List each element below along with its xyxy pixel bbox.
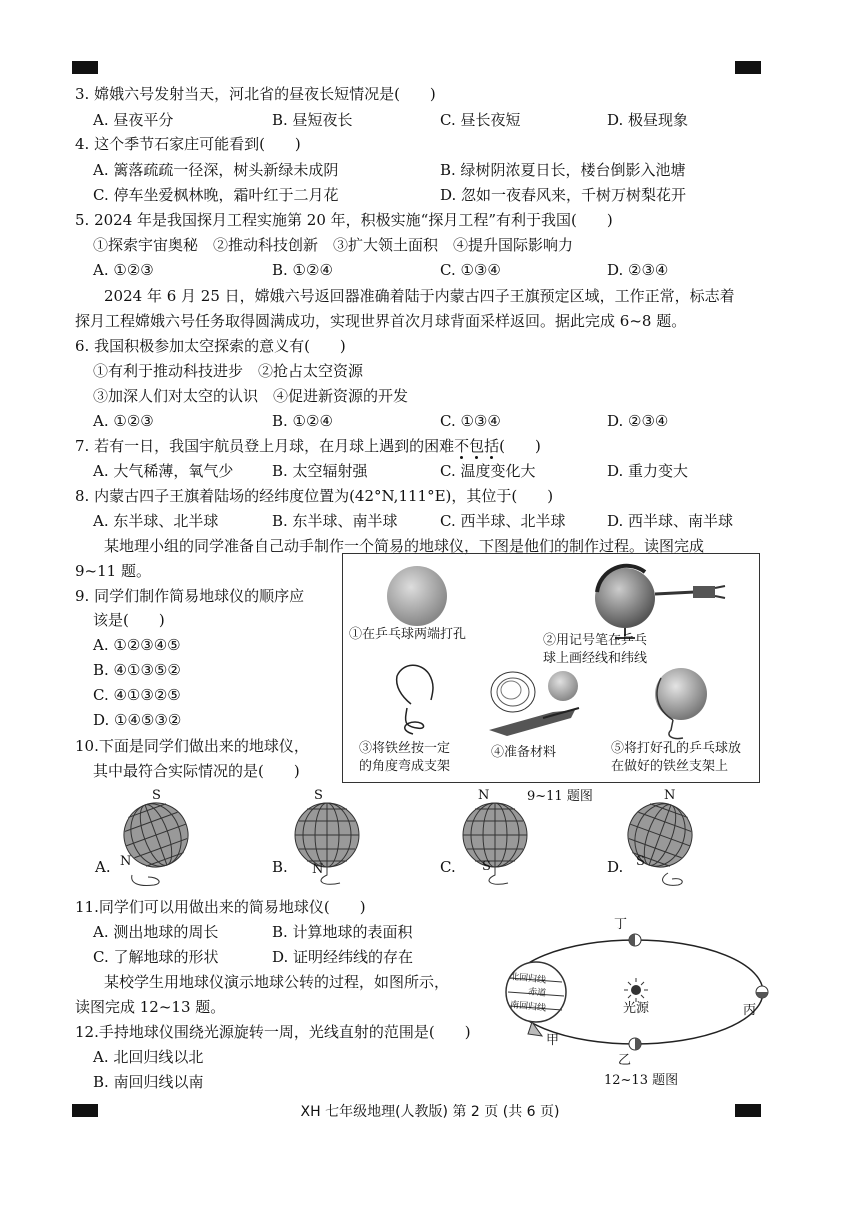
q3-option-a: A. 昼夜平分 [93,111,174,129]
orbit-label-tropic-south: 南回归线 [509,1000,547,1014]
q6-option-b: B. ①②④ [272,412,333,430]
orbit-label-tropic-north: 北回归线 [509,972,547,986]
q4-option-b: B. 绿树阴浓夏日长，楼台倒影入池塘 [440,161,686,179]
orbit-diagram [470,920,770,1070]
q7-option-c: C. 温度变化大 [440,462,536,480]
q3-option-b: B. 昼短夜长 [272,111,353,129]
orbit-label-bing: 丙 [743,1003,757,1018]
page-footer: XH 七年级地理(人教版) 第 2 页 (共 6 页) [300,1104,560,1120]
orbit-label-light-source: 光源 [623,1001,650,1016]
globe-c-label-s: S [482,859,491,874]
figure-9-11 [342,553,760,783]
q3-option-d: D. 极昼现象 [607,111,689,129]
q4-option-a: A. 篱落疏疏一径深，树头新绿未成阴 [93,161,339,179]
q11-option-c: C. 了解地球的形状 [93,948,219,966]
q7-emphasis-char: 不 [454,437,470,455]
globe-c-label-n: N [478,788,490,803]
intro-6-8-line2: 探月工程嫦娥六号任务取得圆满成功，实现世界首次月球背面采样返回。据此完成 6~8 题。 [75,312,687,330]
q11-option-a: A. 测出地球的周长 [93,923,219,941]
step3-caption-line1: ③将铁丝按一定 [359,741,451,756]
globe-option-d-image [620,795,706,890]
orbit-label-ding: 丁 [614,917,628,932]
q10-stem-line2: 其中最符合实际情况的是( ) [93,762,300,780]
q12-stem: 12.手持地球仪围绕光源旋转一周，光线直射的范围是( ) [75,1023,471,1041]
ball-on-stand-image [643,664,723,744]
step5-caption-line2: 在做好的铁丝支架上 [611,759,729,774]
globe-b-label-s: S [314,788,323,803]
globe-b-label-n: N [312,862,324,877]
globe-a-label-n: N [120,854,132,869]
figure-9-11-caption: 9~11 题图 [527,789,593,804]
q5-option-b: B. ①②④ [272,261,333,279]
q9-option-b: B. ④①③⑤② [93,661,181,679]
q5-option-c: C. ①③④ [440,261,501,279]
q5-items: ①探索宇宙奥秘 ②推动科技创新 ③扩大领土面积 ④提升国际影响力 [93,236,574,254]
q8-option-b: B. 东半球、南半球 [272,512,398,530]
q7-emphasis-char: 括 [484,437,500,455]
q10-stem-line1: 10.下面是同学们做出来的地球仪， [75,737,309,755]
q3-option-c: C. 昼长夜短 [440,111,521,129]
q6-stem: 6. 我国积极参加太空探索的意义有( ) [75,337,346,355]
step2-caption-line1: ②用记号笔在乒乓 [543,633,648,648]
q6-option-c: C. ①③④ [440,412,501,430]
q7-stem-post: ( ) [499,437,541,455]
q10-option-d: D. [607,858,624,876]
q8-option-a: A. 东半球、北半球 [93,512,219,530]
marker-pen-globe-image [575,562,735,642]
q6-items-line1: ①有利于推动科技进步 ②抢占太空资源 [93,362,364,380]
q3-stem: 3. 嫦娥六号发射当天，河北省的昼夜长短情况是( ) [75,85,436,103]
q10-option-b: B. [272,858,288,876]
q5-option-a: A. ①②③ [93,261,154,279]
q6-option-a: A. ①②③ [93,412,154,430]
q10-option-a: A. [95,858,111,876]
q7-option-a: A. 大气稀薄，氧气少 [93,462,234,480]
wire-stand-image [387,660,457,740]
q6-option-d: D. ②③④ [607,412,669,430]
q11-option-b: B. 计算地球的表面积 [272,923,413,941]
q4-stem: 4. 这个季节石家庄可能看到( ) [75,135,301,153]
q5-stem: 5. 2024 年是我国探月工程实施第 20 年，积极实施“探月工程”有利于我国( ) [75,211,613,229]
q9-option-c: C. ④①③②⑤ [93,686,181,704]
step3-caption-line2: 的角度弯成支架 [359,759,451,774]
q4-option-d: D. 忽如一夜春风来，千树万树梨花开 [440,186,687,204]
q7-option-b: B. 太空辐射强 [272,462,368,480]
q11-stem: 11.同学们可以用做出来的简易地球仪( ) [75,898,366,916]
orbit-label-yi: 乙 [618,1053,632,1068]
q11-option-d: D. 证明经纬线的存在 [272,948,414,966]
globe-d-label-s: S [636,854,645,869]
q10-option-c: C. [440,858,456,876]
q8-stem: 8. 内蒙古四子王旗着陆场的经纬度位置为(42°N,111°E)，其位于( ) [75,487,554,505]
q4-option-c: C. 停车坐爱枫林晚，霜叶红于二月花 [93,186,339,204]
intro-12-13-line1: 某校学生用地球仪演示地球公转的过程，如图所示， [104,973,450,991]
registration-mark-top-left [72,61,98,74]
globe-a-label-s: S [152,788,161,803]
globe-d-label-n: N [664,788,676,803]
q12-option-b: B. 南回归线以南 [93,1073,204,1091]
step2-caption-line2: 球上画经线和纬线 [543,651,648,666]
q7-stem-pre: 7. 若有一日，我国宇航员登上月球，在月球上遇到的困难 [75,437,455,455]
ping-pong-ball-image [385,564,449,628]
q7-emphasis-char: 包 [469,437,485,455]
intro-6-8-line1: 2024 年 6 月 25 日，嫦娥六号返回器准确着陆于内蒙古四子王旗预定区域，工作正常，标志着 [104,287,735,305]
materials-image [483,664,593,740]
q7-stem [75,436,541,456]
orbit-label-jia: 甲 [546,1033,560,1048]
q9-option-d: D. ①④⑤③② [93,711,182,729]
q9-stem-line2: 该是( ) [93,611,165,629]
intro-9-11-line2: 9~11 题。 [75,562,151,580]
step5-caption-line1: ⑤将打好孔的乒乓球放 [611,741,742,756]
q12-option-a: A. 北回归线以北 [93,1048,204,1066]
figure-12-13-caption: 12~13 题图 [604,1073,679,1088]
q8-option-d: D. 西半球、南半球 [607,512,734,530]
q5-option-d: D. ②③④ [607,261,669,279]
step4-caption: ④准备材料 [491,745,557,760]
intro-9-11-line1: 某地理小组的同学准备自己动手制作一个简易的地球仪，下图是他们的制作过程。读图完成 [104,537,705,555]
q9-option-a: A. ①②③④⑤ [93,636,181,654]
q6-items-line2: ③加深人们对太空的认识 ④促进新资源的开发 [93,387,409,405]
registration-mark-top-right [735,61,761,74]
q8-option-c: C. 西半球、北半球 [440,512,566,530]
orbit-label-equator: 赤道 [527,987,547,999]
globe-option-c-image [452,795,538,890]
q7-option-d: D. 重力变大 [607,462,689,480]
intro-12-13-line2: 读图完成 12~13 题。 [75,998,226,1016]
q9-stem-line1: 9. 同学们制作简易地球仪的顺序应 [75,587,305,605]
globe-option-b-image [284,795,370,890]
globe-option-a-image [108,795,194,890]
step1-caption: ①在乒乓球两端打孔 [349,627,467,642]
